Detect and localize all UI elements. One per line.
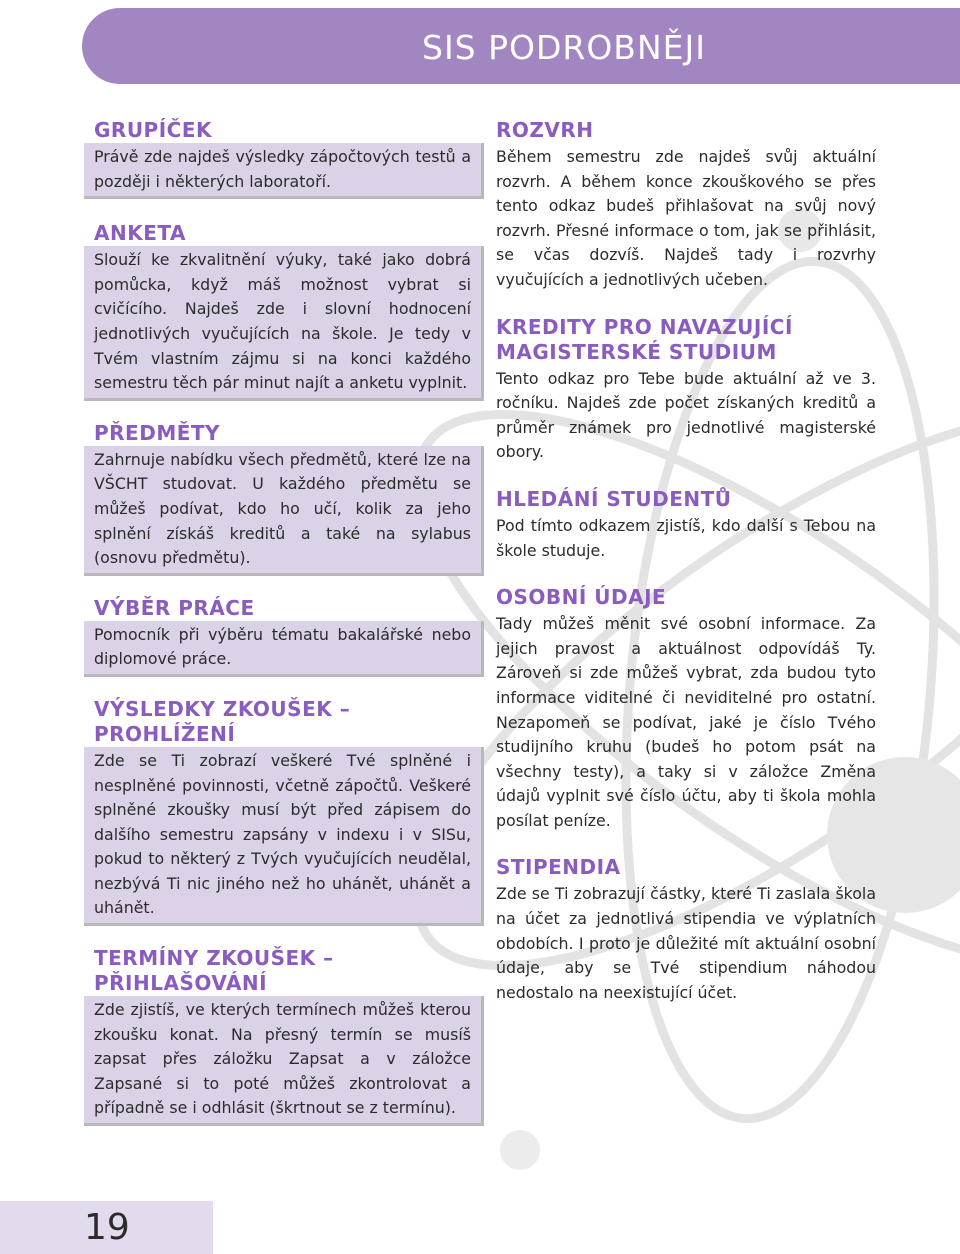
- page-number: 19: [84, 1207, 130, 1248]
- title-banner: [82, 8, 960, 84]
- section-heading: ROZVRH: [496, 118, 594, 142]
- section-predmety: [84, 421, 484, 576]
- section-heading: STIPENDIA: [496, 855, 621, 880]
- section-heading: OSOBNÍ ÚDAJE: [496, 585, 667, 610]
- page-number-box: [0, 1201, 213, 1254]
- section-heading: PŘEDMĚTY: [94, 420, 221, 445]
- section-heading: VÝBĚR PRÁCE: [94, 595, 255, 620]
- section-vysledky-zkousek: [84, 697, 484, 926]
- section-heading: VÝSLEDKY ZKOUŠEK – PROHLÍŽENÍ: [94, 696, 351, 746]
- section-heading: KREDITY PRO NAVAZUJÍCÍ MAGISTERSKÉ STUDIUM: [496, 314, 793, 364]
- section-text: Zde se Ti zobrazí veškeré Tvé splněné i nesplněné povinnosti, včetně zápočtů. Veškeré splněné zkoušky musí být před zápisem do dalšího semestru zapsány v indexu i v SISu, pokud to některý z Tvých vyučujících neudělal, nezbývá Ti nic jiného než ho uhánět, uhánět a uhánět.: [84, 747, 484, 926]
- section-text: Tady můžeš měnit své osobní informace. Za jejich pravost a aktuálnost odpovídáš Ty. Zároveň si zde můžeš vybrat, zda budou tyto informace viditelné či neviditelné pro ostatní. Nezapomeň se podívat, jaké je číslo Tvého studijního kruhu (budeš ho potom psát na všechny testy), a taky si v záložce Změna údajů vyplnit své číslo účtu, aby ti škola mohla posílat peníze.: [496, 614, 876, 830]
- section-text: Zde se Ti zobrazují částky, které Ti zaslala škola na účet za jednotlivá stipendia ve výplatních obdobích. I proto je důležité mít aktuální osobní údaje, aby se Tvé stipendium náhodou nedostalo na neexistující účet.: [496, 884, 876, 1002]
- section-stipendia: [486, 855, 876, 1005]
- section-text: Právě zde najdeš výsledky zápočtových testů a později i některých laboratoří.: [84, 143, 484, 199]
- page-title: SIS PODROBNĚJI: [422, 28, 706, 67]
- section-grupicek: [84, 118, 484, 199]
- section-vyber-prace: [84, 596, 484, 677]
- section-kredity: [486, 315, 876, 465]
- section-heading: TERMÍNY ZKOUŠEK – PŘIHLAŠOVÁNÍ: [94, 946, 334, 996]
- section-text: Zahrnuje nabídku všech předmětů, které lze na VŠCHT studovat. U každého předmětu se můžeš podívat, kdo ho učí, kolik za jeho splnění získáš kreditů a také na sylabus (osnovu předmětu).: [84, 446, 484, 576]
- section-text: Během semestru zde najdeš svůj aktuální rozvrh. A během konce zkouškového se přes tento odkaz budeš přihlašovat na svůj nový rozvrh. Přesné informace o tom, jak se přihlásit, se včas dozvíš. Najdeš tady i rozvrhy vyučujících a jednotlivých učeben.: [496, 147, 876, 289]
- left-column: [84, 118, 484, 1126]
- section-text: Pod tímto odkazem zjistíš, kdo další s Tebou na škole studuje.: [496, 515, 876, 560]
- section-text: Zde zjistíš, ve kterých termínech můžeš kterou zkoušku konat. Na přesný termín se musíš zapsat přes záložku Zapsat a v záložce Zapsané si to poté můžeš zkontrolovat a případně se i odhlásit (škrtnout se z termínu).: [84, 996, 484, 1126]
- section-rozvrh: [486, 118, 876, 293]
- section-terminy-zkousek: [84, 946, 484, 1126]
- section-text: Slouží ke zkvalitnění výuky, také jako dobrá pomůcka, když máš možnost vybrat si cvičícího. Najdeš zde i slovní hodnocení jednotlivých vyučujících na škole. Je tedy v Tvém vlastním zájmu si na konci každého semestru těch pár minut najít a anketu vyplnit.: [84, 246, 484, 401]
- section-heading: GRUPÍČEK: [94, 118, 212, 142]
- section-heading: ANKETA: [94, 221, 186, 246]
- section-anketa: [84, 221, 484, 401]
- right-column: [486, 118, 876, 1005]
- section-hledani-studentu: [486, 487, 876, 563]
- section-text: Pomocník při výběru tématu bakalářské nebo diplomové práce.: [84, 621, 484, 677]
- section-heading: HLEDÁNÍ STUDENTŮ: [496, 486, 732, 511]
- section-osobni-udaje: [486, 585, 876, 833]
- section-text: Tento odkaz pro Tebe bude aktuální až ve 3. ročníku. Najdeš zde počet získaných kreditů a průměr známek pro jednotlivé magisterské obory.: [496, 368, 876, 462]
